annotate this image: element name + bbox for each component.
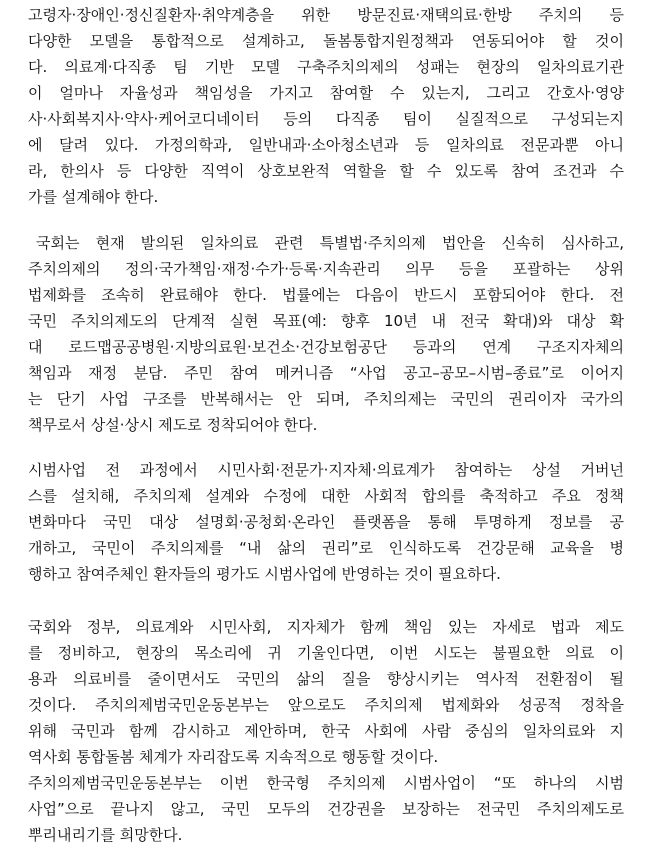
text-line: 국민 주치의제도의 단계적 실현 목표(예: 향후 10년 내 전국 확대)와 대상 확 [28,312,624,330]
text-line: 위해 국민과 함께 감시하고 제안하며, 한국 사회에 사람 중심의 일차의료와 지 [28,722,624,740]
text-line: 행하고 참여주체인 환자들의 평가도 시범사업에 반영하는 것이 필요하다. [28,565,501,583]
text-line: 역사회 통합돌봄 체계가 자리잡도록 지속적으로 행동할 것이다. [28,748,439,766]
text-line: 국회는 현재 발의된 일차의료 관련 특별법·주치의제 법안을 신속히 심사하고, [36,234,624,252]
text-line: 를 정비하고, 현장의 목소리에 귀 기울인다면, 이번 시도는 불필요한 의료 이 [28,644,624,662]
text-line: 가를 설계해야 한다. [28,188,159,206]
text-line: 주치의제범국민운동본부는 이번 한국형 주치의제 시범사업이 “또 하나의 시범 [28,774,624,792]
text-line: 다양한 모델을 통합적으로 설계하고, 돌봄통합지원정책과 연동되어야 할 것이 [28,32,624,50]
text-line: 책임과 재정 분담. 주민 참여 메커니즘 “사업 공고–공모–시범–종료”로 이어지 [28,364,624,382]
text-line: 뿌리내리기를 희망한다. [28,826,183,844]
text-line: 사업”으로 끝나지 않고, 국민 모두의 건강권을 보장하는 전국민 주치의제도로 [28,800,624,818]
paragraph-home-care-models [28,2,624,210]
text-line: 변화마다 국민 대상 설명회·공청회·온라인 플랫폼을 통해 투명하게 정보를 공 [28,513,624,531]
text-line: 것이다. 주치의제범국민운동본부는 앞으로도 주치의제 법제화와 성공적 정착을 [28,696,624,714]
text-line: 대 로드맵공공병원·지방의료원·보건소·건강보험공단 등과의 연계 구조지자체의 [28,338,624,356]
text-line: 책무로서 상설·상시 제도로 정착되어야 한다. [28,416,318,434]
text-line: 라, 한의사 등 다양한 직역이 상호보완적 역할을 할 수 있도록 참여 조건과 수 [28,162,624,180]
text-line: 시범사업 전 과정에서 시민사회·전문가·지자체·의료계가 참여하는 상설 거버넌 [28,461,624,479]
paragraph-legislation [28,230,624,438]
text-line: 용과 의료비를 줄이면서도 국민의 삶의 질을 향상시키는 역사적 전환점이 될 [28,670,624,688]
text-line: 사·사회복지사·약사·케어코디네이터 등의 다직종 팀이 실질적으로 구성되는지 [28,110,624,128]
text-line: 개하고, 국민이 주치의제를 “내 삶의 권리”로 인식하도록 건강문해 교육을 병 [28,539,624,557]
text-line: 국회와 정부, 의료계와 시민사회, 지자체가 함께 책임 있는 자세로 법과 제도 [28,618,624,636]
text-line: 는 단기 사업 구조를 반복해서는 안 되며, 주치의제는 국민의 권리이자 국가의 [28,390,624,408]
text-line: 에 달려 있다. 가정의학과, 일반내과·소아청소년과 등 일차의료 전문과뿐 아니 [28,136,624,154]
paragraph-governance [28,457,624,587]
text-line: 법제화를 조속히 완료해야 한다. 법률에는 다음이 반드시 포함되어야 한다. 전 [28,286,624,304]
text-line: 다. 의료계·다직종 팀 기반 모델 구축주치의제의 성패는 현장의 일차의료기관 [28,58,624,76]
paragraph-conclusion [28,614,624,848]
text-line: 고령자·장애인·정신질환자·취약계층을 위한 방문진료·재택의료·한방 주치의 등 [28,6,624,24]
text-line: 이 얼마나 자율성과 책임성을 가지고 참여할 수 있는지, 그리고 간호사·영양 [28,84,624,102]
text-line: 주치의제의 정의·국가책임·재정·수가·등록·지속관리 의무 등을 포괄하는 상위 [28,260,624,278]
text-line: 스를 설치해, 주치의제 설계와 수정에 대한 사회적 합의를 축적하고 주요 정책 [28,487,624,505]
